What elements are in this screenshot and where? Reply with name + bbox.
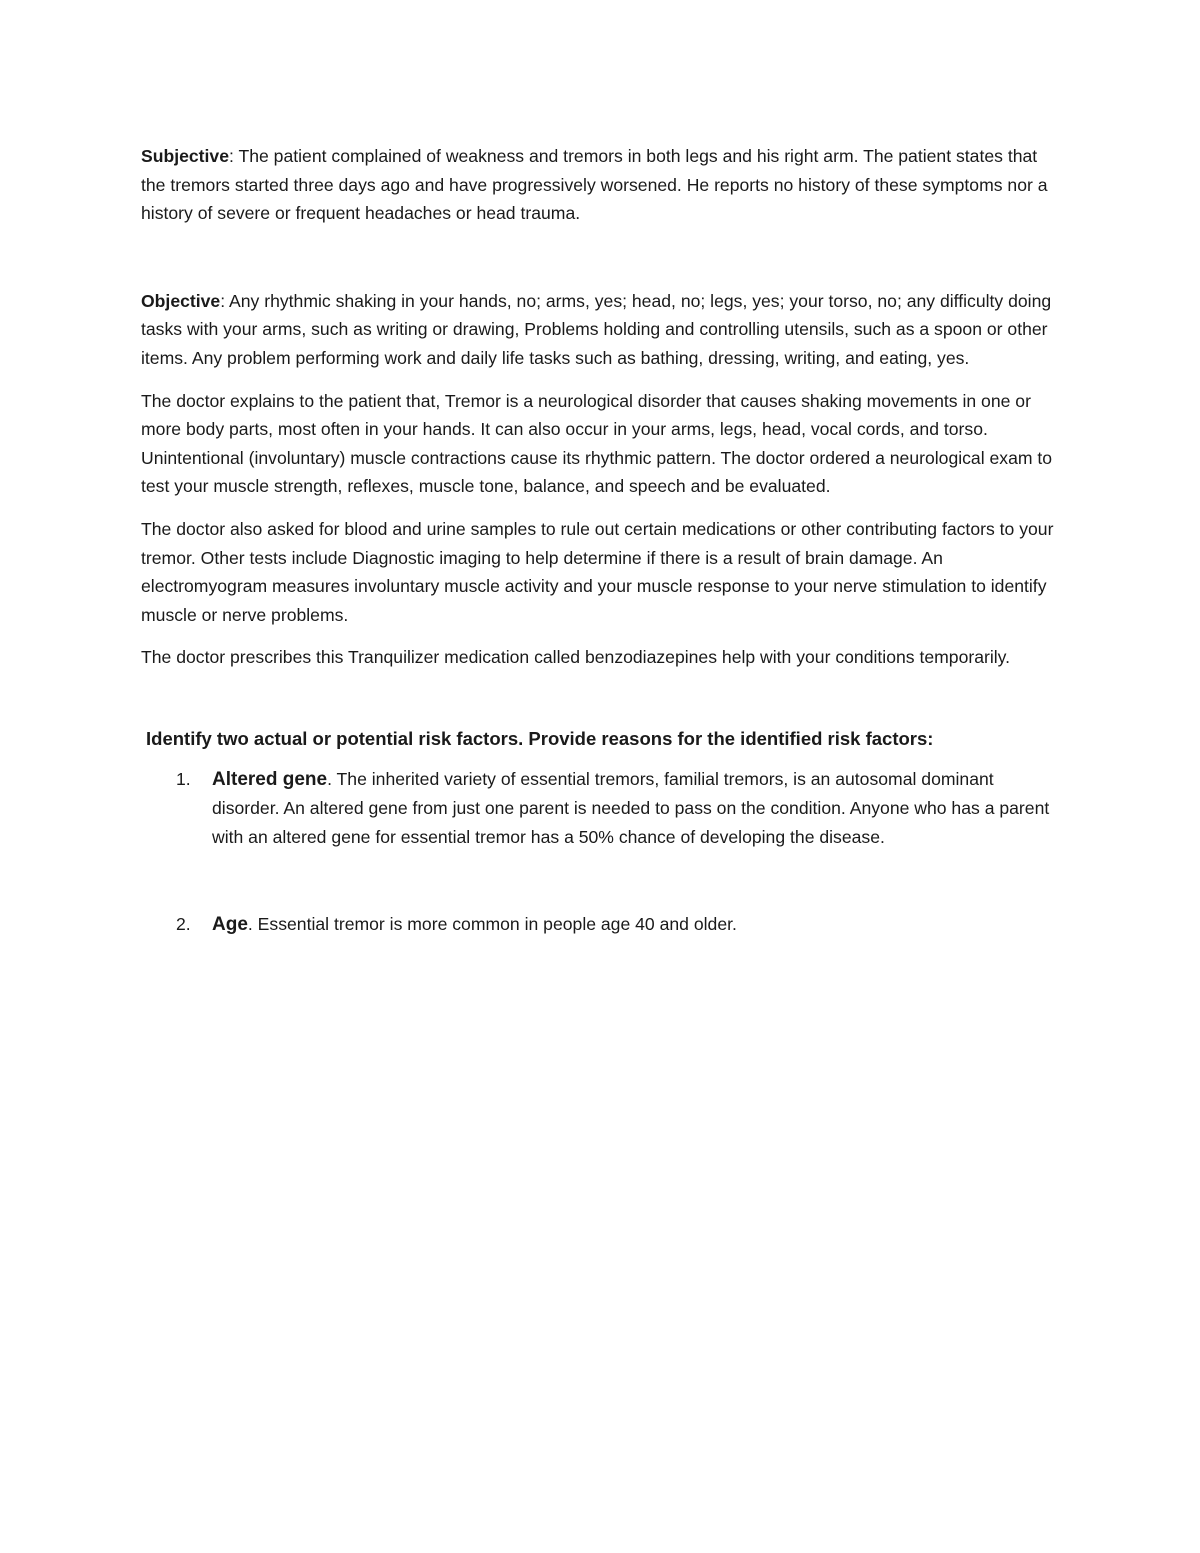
list-item-number: 1. — [176, 768, 191, 789]
prescription-paragraph: The doctor prescribes this Tranquilizer medication called benzodiazepines help with your conditions temporarily. — [141, 647, 1011, 668]
risk-factor-text: . The inherited variety of essential tremors, familial tremors, is an autosomal dominant disorder. An altered gene from just one parent is needed to pass on the condition. Anyone who has a parent with an altered gene for essential tremor has a 50% chance of developing the disease. — [212, 768, 1050, 847]
explanation-paragraph: The doctor explains to the patient that, Tremor is a neurological disorder that causes shaking movements in one or more body parts, most often in your hands. It can also occur in your arms, legs, head, vocal cords, and torso. Unintentional (involuntary) muscle contractions cause its rhythmic pattern. The doctor ordered a neurological exam to test your muscle strength, reflexes, muscle tone, balance, and speech and be evaluated. — [141, 390, 1053, 497]
list-item — [141, 765, 1066, 852]
objective-label: Objective — [141, 290, 221, 311]
objective-text: : Any rhythmic shaking in your hands, no; arms, yes; head, no; legs, yes; your torso, no; any difficulty doing tasks with your arms, such as writing or drawing, Problems holding and controlling utensils, such as a spoon or other items. Any problem performing work and daily life tasks such as bathing, dressing, writing, and eating, yes. — [141, 290, 1052, 368]
risk-factors-list — [141, 765, 1066, 940]
subjective-label: Subjective — [141, 146, 230, 166]
risk-factor-text: . Essential tremor is more common in people age 40 and older. — [247, 914, 737, 935]
risk-factor-term: Age — [212, 914, 248, 936]
risk-factors-heading: Identify two actual or potential risk factors. Provide reasons for the identified risk factors: — [146, 727, 934, 749]
tests-paragraph: The doctor also asked for blood and urine samples to rule out certain medications or other contributing factors to your tremor. Other tests include Diagnostic imaging to help determine if there is a result of brain damage. An electromyogram measures involuntary muscle activity and your muscle response to your nerve stimulation to identify muscle or nerve problems. — [141, 518, 1054, 625]
subjective-text: : The patient complained of weakness and tremors in both legs and his right arm. The patient states that the tremors started three days ago and have progressively worsened. He reports no history of these symptoms nor a history of severe or frequent headaches or head trauma. — [141, 146, 1048, 224]
objective-paragraph — [141, 287, 1066, 373]
risk-factor-term: Altered gene — [212, 768, 328, 790]
list-item-number: 2. — [176, 914, 191, 935]
list-item — [141, 910, 1066, 940]
document-body — [141, 142, 1066, 940]
subjective-paragraph — [141, 142, 1066, 228]
